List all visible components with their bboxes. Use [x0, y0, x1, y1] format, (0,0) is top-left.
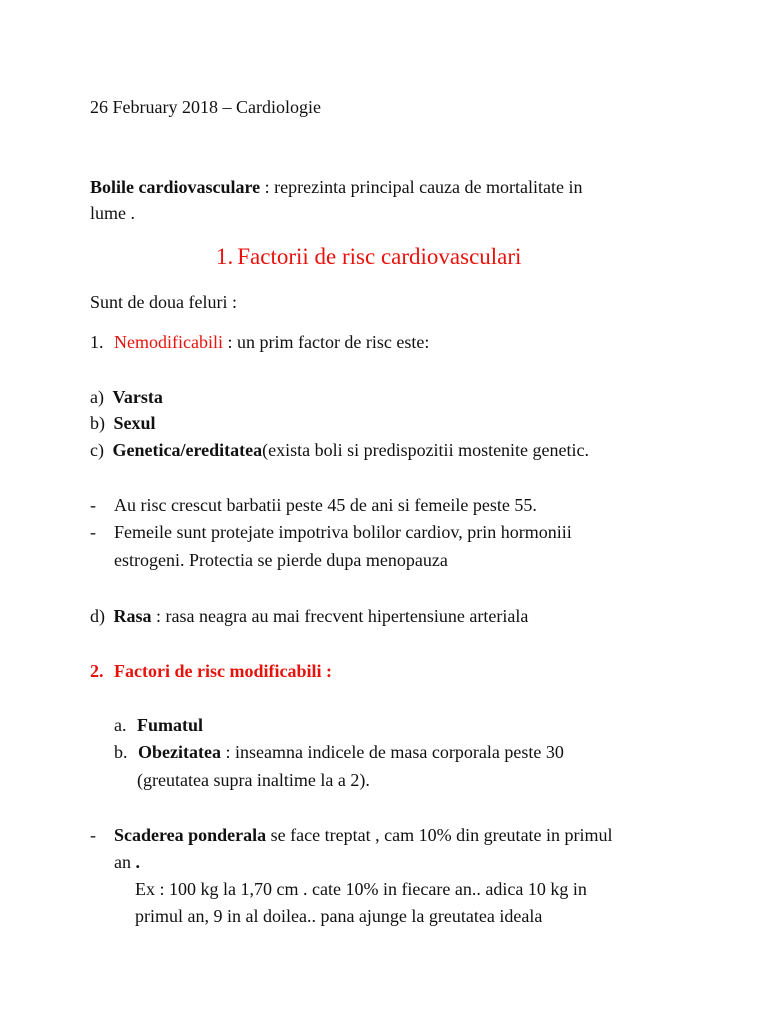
section1-title: Factorii de risc cardiovasculari	[237, 244, 522, 269]
item-text: (exista boli si predispozitii mostenite genetic.	[262, 440, 590, 460]
note-2-line-2: estrogeni. Protectia se pierde dupa menopauza	[114, 550, 448, 570]
section1-subtitle: Sunt de doua feluri :	[90, 292, 237, 312]
note-marker: -	[90, 825, 96, 845]
item-marker: d)	[90, 606, 105, 626]
item-term: Varsta	[112, 387, 163, 407]
weight-loss-line2-bold: .	[135, 852, 140, 872]
section1-number: 1.	[216, 244, 234, 269]
item-term: Genetica/ereditatea	[112, 440, 263, 460]
item-term: Fumatul	[137, 715, 204, 735]
weight-loss-desc: se face treptat , cam 10% din greutate in primul	[266, 825, 613, 845]
example-line-2: primul an, 9 in al doilea.. pana ajunge la greutatea ideala	[135, 906, 543, 926]
section2-number: 2.	[90, 661, 104, 681]
nonmod-item-c	[90, 437, 589, 463]
note-text: Au risc crescut barbatii peste 45 de ani si femeile peste 55.	[114, 495, 537, 515]
item-marker: a)	[90, 387, 104, 407]
intro-text-1: : reprezinta principal cauza de mortalitate in	[260, 177, 583, 197]
mod-item-a	[114, 712, 203, 738]
note-2	[90, 519, 572, 545]
nonmod-term: Nemodificabili	[114, 332, 223, 352]
item-marker: a.	[114, 715, 127, 735]
item-term: Rasa	[113, 606, 152, 626]
nonmod-item-a	[90, 384, 163, 410]
weight-loss-line2-text: an	[114, 852, 136, 872]
note-1	[90, 492, 537, 518]
item-text: : rasa neagra au mai frecvent hipertensiune arteriala	[151, 606, 529, 626]
note-text: Femeile sunt protejate impotriva bolilor cardiov, prin hormoniii	[114, 522, 572, 542]
weight-loss-term: Scaderea ponderala	[114, 825, 267, 845]
section2-heading	[90, 658, 332, 684]
nonmod-number: 1.	[90, 332, 104, 352]
nonmod-text: : un prim factor de risc este:	[222, 332, 430, 352]
intro-line-2: lume .	[90, 203, 135, 223]
example-line-1: Ex : 100 kg la 1,70 cm . cate 10% in fiecare an.. adica 10 kg in	[135, 879, 587, 899]
item-marker: c)	[90, 440, 104, 460]
nonmod-item-b	[90, 410, 156, 436]
section1-heading	[216, 242, 521, 272]
weight-loss-line-1	[90, 822, 613, 848]
item-marker: b)	[90, 413, 105, 433]
note-marker: -	[90, 495, 96, 515]
item-term: Obezitatea	[138, 742, 221, 762]
intro-term: Bolile cardiovasculare	[90, 177, 261, 197]
intro-line-1	[90, 174, 583, 200]
section2-title: Factori de risc modificabili :	[114, 661, 332, 681]
mod-item-b	[114, 739, 564, 765]
item-text: : inseamna indicele de masa corporala peste 30	[220, 742, 564, 762]
weight-loss-line-2	[114, 849, 140, 875]
nonmod-heading	[90, 329, 429, 355]
item-term: Sexul	[113, 413, 156, 433]
date-line: 26 February 2018 – Cardiologie	[90, 97, 321, 117]
item-marker: b.	[114, 742, 128, 762]
weight-loss-text	[114, 822, 613, 848]
nonmod-item-d	[90, 603, 528, 629]
note-marker: -	[90, 522, 96, 542]
mod-item-b-line-2: (greutatea supra inaltime la a 2).	[137, 770, 370, 790]
